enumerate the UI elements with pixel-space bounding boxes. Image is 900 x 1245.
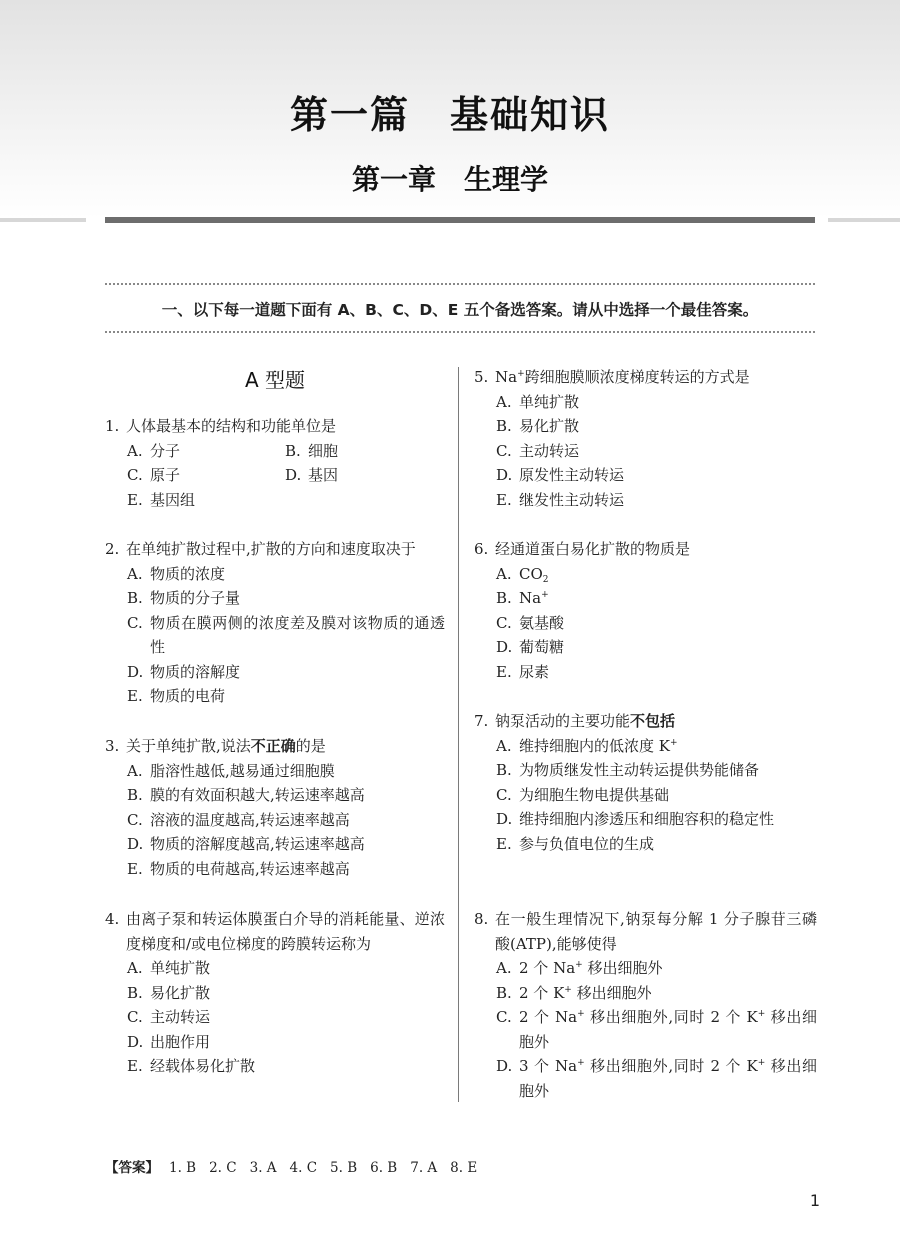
chapter-title: 第一章 生理学	[351, 163, 548, 196]
option-b: B. 为物质继发性主动转运提供势能储备	[496, 761, 760, 779]
option-c: C. 为细胞生物电提供基础	[496, 785, 670, 804]
question-stem: 钠泵活动的主要功能不包括	[495, 712, 676, 730]
instruction-text: 一、以下每一道题下面有 A、B、C、D、E 五个备选答案。请从中选择一个最佳答案。	[161, 301, 759, 319]
option-d: D. 3 个 Na+ 移出细胞外,同时 2 个 K+ 移出细胞外	[496, 1057, 817, 1100]
question-number: 7.	[474, 712, 489, 730]
option-a: A. 物质的浓度	[127, 564, 226, 583]
option-b: B. 2 个 K+ 移出细胞外	[496, 983, 652, 1002]
option-e: E. 物质的电荷	[127, 687, 226, 705]
option-a: A. 2 个 Na+ 移出细胞外	[496, 959, 663, 977]
option-a: A. 脂溶性越低,越易通过细胞膜	[127, 761, 335, 780]
option-b: B. 物质的分子量	[127, 589, 241, 607]
option-e: E. 经载体易化扩散	[127, 1057, 256, 1075]
option-a: A. 维持细胞内的低浓度 K+	[496, 736, 678, 755]
answer-item: 5. B	[330, 1160, 358, 1176]
question-number: 6.	[474, 540, 489, 558]
emphasis-text: 不包括	[630, 712, 676, 730]
answer-key-label: 【答案】	[105, 1160, 159, 1176]
question-stem: Na+跨细胞膜顺浓度梯度转运的方式是	[495, 368, 750, 386]
option-c: C. 原子	[127, 466, 181, 484]
option-c: C. 溶液的温度越高,转运速率越高	[127, 810, 350, 829]
question-stem: 在一般生理情况下,钠泵每分解 1 分子腺苷三磷酸(ATP),能够使得	[495, 910, 817, 953]
question-stem: 经通道蛋白易化扩散的物质是	[495, 540, 691, 558]
question-number: 5.	[474, 368, 489, 386]
question-8	[474, 907, 817, 1103]
question-3	[105, 734, 445, 881]
answer-item: 7. A	[410, 1160, 438, 1176]
option-e: E. 基因组	[127, 490, 196, 509]
section-heading: A 型题	[244, 368, 306, 392]
question-stem: 由离子泵和转运体膜蛋白介导的消耗能量、逆浓度梯度和/或电位梯度的跨膜转运称为	[126, 910, 445, 953]
option-a: A. 单纯扩散	[127, 959, 211, 977]
option-c: C. 主动转运	[496, 441, 580, 460]
option-a: A. $CO_2$	[496, 564, 549, 585]
question-stem: 人体最基本的结构和功能单位是	[126, 417, 337, 435]
question-number: 3.	[105, 737, 120, 755]
option-d: D. 物质的溶解度	[127, 662, 241, 681]
question-1	[105, 414, 445, 512]
question-6	[474, 537, 817, 684]
option-d: D. 维持细胞内渗透压和细胞容积的稳定性	[496, 810, 775, 828]
question-stem: 在单纯扩散过程中,扩散的方向和速度取决于	[126, 540, 416, 558]
header-rule-left	[0, 218, 86, 222]
question-7	[474, 709, 817, 856]
option-b: B. 膜的有效面积越大,转运速率越高	[127, 786, 365, 804]
option-c: C. 主动转运	[127, 1008, 211, 1026]
part-title: 第一篇 基础知识	[289, 93, 610, 137]
option-c: C. 2 个 Na+ 移出细胞外,同时 2 个 K+ 移出细胞外	[496, 1008, 817, 1051]
answer-item: 6. B	[370, 1160, 398, 1176]
option-c: C. 物质在膜两侧的浓度差及膜对该物质的通透性	[127, 613, 445, 656]
option-d: D. 基因	[285, 466, 339, 484]
question-5	[474, 365, 817, 512]
option-e: E. 参与负值电位的生成	[496, 834, 655, 853]
option-c: C. 氨基酸	[496, 613, 565, 632]
emphasis-text: 不正确	[250, 737, 296, 755]
header-rule	[105, 217, 815, 223]
option-e: E. 尿素	[496, 662, 550, 681]
instruction-bottom-dotted-rule	[105, 331, 815, 333]
option-a: A. 单纯扩散	[496, 392, 580, 411]
option-b: B. 易化扩散	[127, 983, 211, 1002]
question-number: 1.	[105, 417, 120, 435]
question-stem: 关于单纯扩散,说法不正确的是	[126, 737, 326, 755]
option-b: B. Na+	[496, 589, 549, 607]
instruction-top-dotted-rule	[105, 283, 815, 285]
page-number: 1	[809, 1191, 820, 1210]
question-2	[105, 537, 445, 709]
question-number: 8.	[474, 910, 489, 928]
option-d: D. 物质的溶解度越高,转运速率越高	[127, 835, 365, 853]
answer-item: 2. C	[209, 1160, 237, 1176]
question-number: 4.	[105, 910, 120, 928]
answer-item: 8. E	[450, 1160, 478, 1176]
answer-key	[105, 1156, 490, 1176]
option-d: D. 原发性主动转运	[496, 466, 625, 484]
header-rule-right	[828, 218, 900, 222]
option-b: B. 细胞	[285, 441, 339, 460]
question-number: 2.	[105, 540, 120, 558]
option-e: E. 物质的电荷越高,转运速率越高	[127, 859, 350, 878]
option-a: A. 分子	[127, 441, 181, 460]
option-d: D. 葡萄糖	[496, 638, 565, 656]
answer-item: 1. B	[169, 1160, 197, 1176]
option-b: B. 易化扩散	[496, 417, 580, 435]
column-divider	[458, 367, 459, 1102]
answer-item: 4. C	[289, 1160, 318, 1176]
option-d: D. 出胞作用	[127, 1032, 211, 1051]
question-4	[105, 907, 445, 1079]
option-e: E. 继发性主动转运	[496, 490, 625, 509]
answer-item: 3. A	[249, 1160, 277, 1176]
